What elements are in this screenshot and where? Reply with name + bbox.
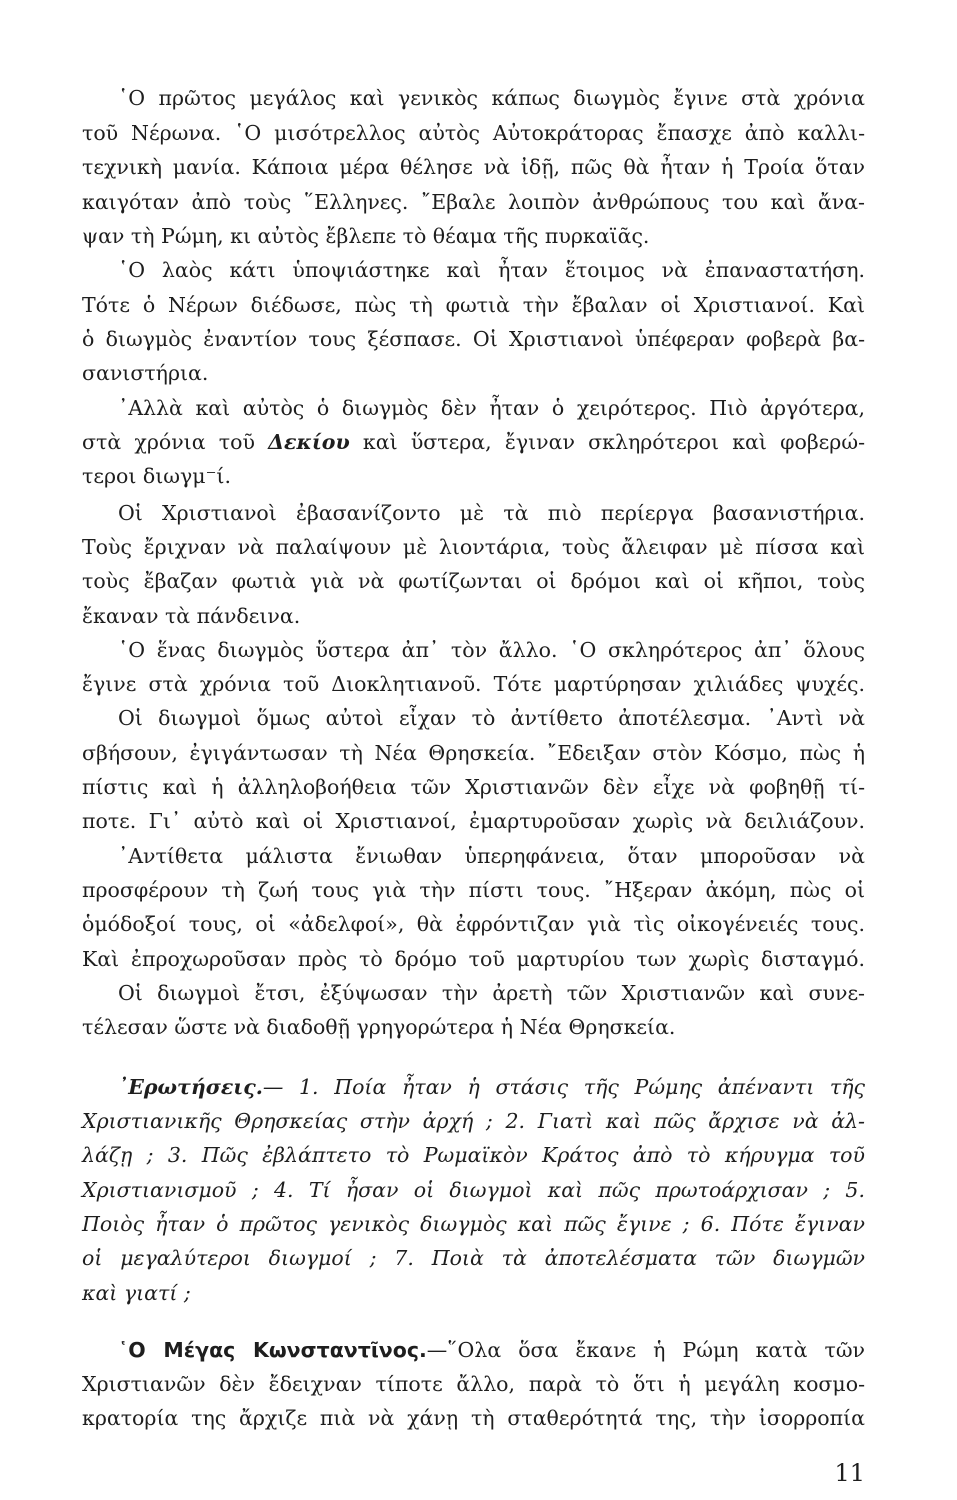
section-heading: ῾Ο Μέγας Κωνσταντῖνος. [118, 1338, 427, 1362]
question-line: λάζῃ ; 3. Πῶς ἐβλάπτετο τὸ Ρωμαϊκὸν Κράτος ἀπὸ τὸ κήρυγμα τοῦ [82, 1143, 865, 1167]
text-line: ῾Ο λαὸς κάτι ὑποψιάστηκε καὶ ἦταν ἕτοιμος νὰ ἐπαναστατήση. [118, 258, 865, 282]
text-line: ᾿Αλλὰ καὶ αὐτὸς ὁ διωγμὸς δὲν ἦταν ὁ χειρότερος. Πιὸ ἀργότερα, [118, 396, 865, 420]
question-line: Χριστιανικῆς Θρησκείας στὴν ἀρχή ; 2. Γιατὶ καὶ πῶς ἄρχισε νὰ ἀλ- [82, 1109, 865, 1133]
text-line: τεροι διωγμ⁻ί. [82, 464, 231, 488]
question-line: καὶ γιατί ; [82, 1281, 191, 1305]
text-line: καιγόταν ἀπὸ τοὺς ῞Ελληνες. ῎Εβαλε λοιπὸν ἀνθρώπους του καὶ ἄνα- [82, 190, 865, 214]
text-line: Οἱ διωγμοὶ ἔτσι, ἐξύψωσαν τὴν ἀρετὴ τῶν Χριστιανῶν καὶ συνε- [118, 981, 865, 1005]
text-line: Οἱ διωγμοὶ ὅμως αὐτοὶ εἶχαν τὸ ἀντίθετο ἀποτέλεσμα. ᾿Αντὶ νὰ [118, 706, 865, 730]
question-line: Χριστιανισμοῦ ; 4. Τί ἦσαν οἱ διωγμοὶ καὶ πῶς πρωτοάρχισαν ; 5. [82, 1178, 865, 1202]
text-line: πίστις καὶ ἡ ἀλληλοβοήθεια τῶν Χριστιανῶν δὲν εἶχε νὰ φοβηθῇ τί- [82, 775, 865, 799]
text-line: τεχνικὴ μανία. Κάποια μέρα θέλησε νὰ ἰδῇ, πῶς θὰ ἦταν ἡ Τροία ὅταν [82, 155, 865, 179]
text-line: Οἱ Χριστιανοὶ ἐβασανίζοντο μὲ τὰ πιὸ περίεργα βασανιστήρια. [118, 501, 865, 525]
text-line: προσφέρουν τὴ ζωή τους γιὰ τὴν πίστι τους. ῎Ηξεραν ἀκόμη, πὼς οἱ [82, 878, 865, 902]
text-line: κρατορία της ἄρχιζε πιὰ νὰ χάνῃ τὴ σταθερότητά της, τὴν ἰσορροπία [82, 1406, 865, 1430]
text-line: ὁ διωγμὸς ἐναντίον τους ξέσπασε. Οἱ Χριστιανοὶ ὑπέφεραν φοβερὰ βα- [82, 327, 865, 351]
text-segment: καὶ ὕστερα, ἔγιναν σκληρότεροι καὶ φοβερώ- [349, 430, 865, 454]
text-segment: —῞Ολα ὅσα ἔκανε ἡ Ρώμη κατὰ τῶν [426, 1338, 865, 1362]
text-line: τέλεσαν ὥστε νὰ διαδοθῇ γρηγορώτερα ἡ Νέα Θρησκεία. [82, 1015, 676, 1039]
text-line: τοῦ Νέρωνα. ῾Ο μισότρελλος αὐτὸς Αὐτοκράτορας ἔπασχε ἀπὸ καλλι- [82, 121, 865, 145]
text-line: Χριστιανῶν δὲν ἔδειχναν τίποτε ἄλλο, παρὰ τὸ ὅτι ἡ μεγάλη κοσμο- [82, 1372, 865, 1396]
text-line-with-name [82, 425, 865, 459]
text-line: Τοὺς ἔριχναν νὰ παλαίψουν μὲ λιοντάρια, τοὺς ἄλειφαν μὲ πίσσα καὶ [82, 535, 865, 559]
text-line: Τότε ὁ Νέρων διέδωσε, πὼς τὴ φωτιὰ τὴν ἔβαλαν οἱ Χριστιανοί. Καὶ [82, 293, 865, 317]
questions-heading-line [118, 1070, 865, 1104]
questions-label: ᾿Ερωτήσεις. [118, 1075, 263, 1099]
text-line: ἔκαναν τὰ πάνδεινα. [82, 604, 301, 628]
question-text: — 1. Ποία ἦταν ἡ στάσις τῆς Ρώμης ἀπέναντι τῆς [262, 1075, 865, 1099]
text-segment: στὰ χρόνια τοῦ [82, 430, 269, 454]
text-line: σβήσουν, ἐγιγάντωσαν τὴ Νέα Θρησκεία. ῎Εδειξαν στὸν Κόσμο, πὼς ἡ [82, 741, 865, 765]
text-line: Καὶ ἐπροχωροῦσαν πρὸς τὸ δρόμο τοῦ μαρτυρίου των χωρὶς δισταγμό. [82, 947, 865, 971]
emphasized-name: Δεκίου [268, 430, 350, 454]
question-line: οἱ μεγαλύτεροι διωγμοί ; 7. Ποιὰ τὰ ἀποτελέσματα τῶν διωγμῶν [82, 1246, 865, 1270]
text-line: ᾿Αντίθετα μάλιστα ἔνιωθαν ὑπερηφάνεια, ὅταν μποροῦσαν νὰ [118, 844, 865, 868]
text-line: τοὺς ἔβαζαν φωτιὰ γιὰ νὰ φωτίζωνται οἱ δρόμοι καὶ οἱ κῆποι, τοὺς [82, 569, 865, 593]
text-line: ὁμόδοξοί τους, οἱ «ἀδελφοί», θὰ ἐφρόντιζαν γιὰ τὶς οἰκογένειές τους. [82, 912, 865, 936]
text-line: σανιστήρια. [82, 361, 209, 385]
section-heading-line [118, 1333, 865, 1367]
text-line: ῾Ο ἕνας διωγμὸς ὕστερα ἀπ᾿ τὸν ἄλλο. ῾Ο σκληρότερος ἀπ᾿ ὅλους [118, 638, 865, 662]
text-line: ἔγινε στὰ χρόνια τοῦ Διοκλητιανοῦ. Τότε μαρτύρησαν χιλιάδες ψυχές. [82, 672, 865, 696]
text-line: ποτε. Γι᾿ αὐτὸ καὶ οἱ Χριστιανοί, ἐμαρτυροῦσαν χωρὶς νὰ δειλιάζουν. [82, 809, 865, 833]
text-line: ψαν τὴ Ρώμη, κι αὐτὸς ἔβλεπε τὸ θέαμα τῆς πυρκαϊᾶς. [82, 224, 650, 248]
page-number: 11 [834, 1459, 865, 1487]
question-line: Ποιὸς ἦταν ὁ πρῶτος γενικὸς διωγμὸς καὶ πῶς ἔγινε ; 6. Πότε ἔγιναν [82, 1212, 865, 1236]
text-line: ῾Ο πρῶτος μεγάλος καὶ γενικὸς κάπως διωγμὸς ἔγινε στὰ χρόνια [118, 86, 865, 110]
